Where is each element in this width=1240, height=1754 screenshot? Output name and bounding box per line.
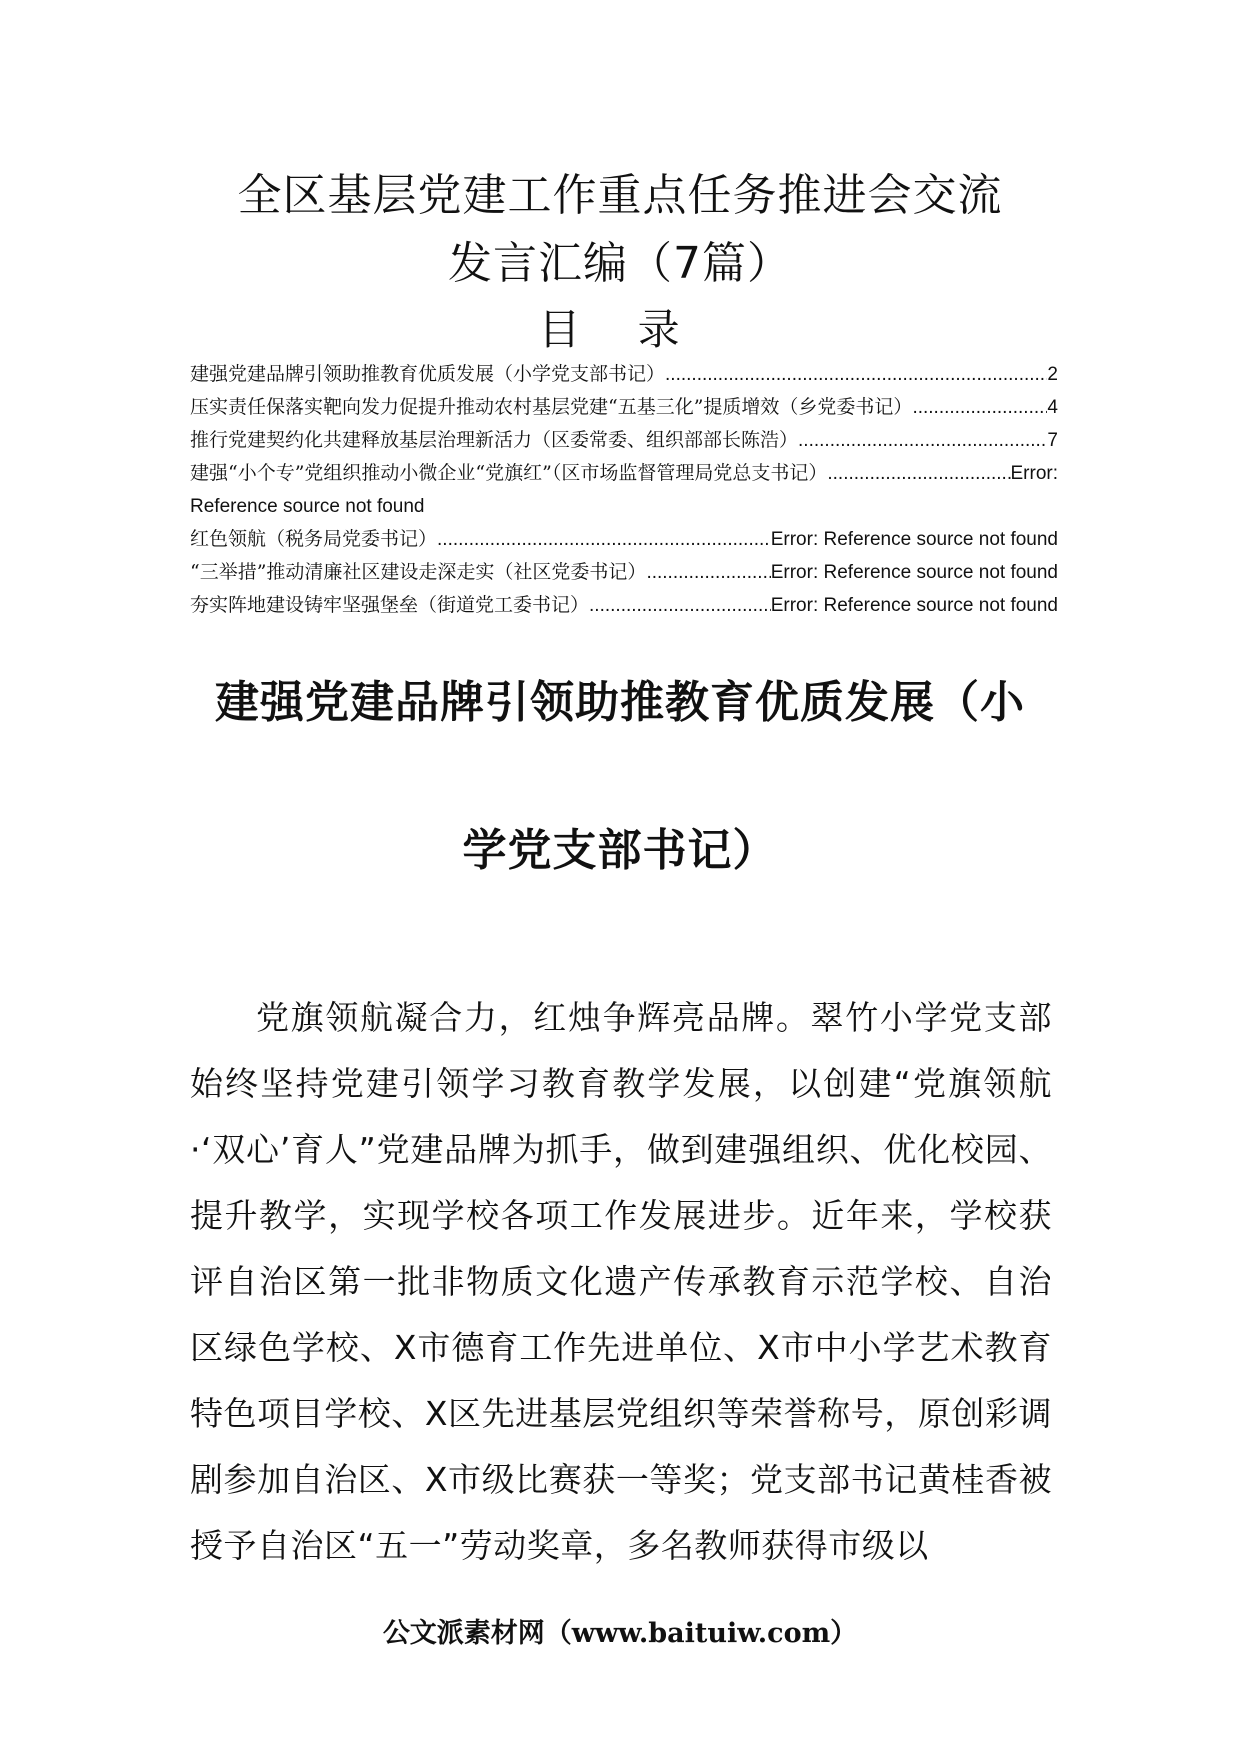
toc-leader-dots xyxy=(798,424,1047,457)
toc-entry-page: Error: Reference source not found xyxy=(770,595,1058,616)
toc-entry-title[interactable]: 建强党建品牌引领助推教育优质发展（小学党支部书记） xyxy=(190,363,666,385)
toc-entry-page-continued: Reference source not found xyxy=(190,496,425,517)
toc-entry-page: 4 xyxy=(1047,397,1058,418)
toc-entry[interactable] xyxy=(190,424,1058,457)
toc-entry-page: Error: Reference source not found xyxy=(770,562,1058,583)
toc-entry-page: 7 xyxy=(1047,430,1058,451)
document-title-line2: 发言汇编（7篇） xyxy=(448,238,792,289)
toc-entry[interactable] xyxy=(190,358,1058,391)
toc-entry-title[interactable]: 压实责任保落实靶向发力促提升推动农村基层党建“五基三化”提质增效（乡党委书记） xyxy=(190,396,913,418)
toc-entry[interactable] xyxy=(190,391,1058,424)
toc-leader-dots xyxy=(827,457,1010,490)
toc-leader-dots xyxy=(912,391,1047,424)
toc-leader-dots xyxy=(437,523,771,556)
toc-entry-title[interactable]: 红色领航（税务局党委书记） xyxy=(190,528,438,550)
article-title-line2: 学党支部书记） xyxy=(462,825,778,876)
toc-entry-title[interactable]: 推行党建契约化共建释放基层治理新活力（区委常委、组织部部长陈浩） xyxy=(190,429,799,451)
toc-leader-dots xyxy=(589,589,771,622)
document-title-line1: 全区基层党建工作重点任务推进会交流 xyxy=(237,170,1003,221)
toc-leader-dots xyxy=(646,556,770,589)
toc-entry[interactable] xyxy=(190,523,1058,556)
toc-entry-page: 2 xyxy=(1047,364,1058,385)
article-title-line1: 建强党建品牌引领助推教育优质发展（小 xyxy=(215,677,1025,728)
toc-entry-title[interactable]: 建强“小个专”党组织推动小微企业“党旗红”（区市场监督管理局党总支书记） xyxy=(190,462,828,484)
toc-heading: 目 录 xyxy=(538,305,702,354)
toc-entry[interactable] xyxy=(190,556,1058,589)
footer-watermark: 公文派素材网（www.baituiw.com） xyxy=(382,1618,858,1649)
toc-entry[interactable] xyxy=(190,589,1058,622)
toc-entry-title[interactable]: “三举措”推动清廉社区建设走深走实（社区党委书记） xyxy=(190,561,647,583)
toc-entry[interactable] xyxy=(190,457,1058,490)
toc-entry-page: Error: Reference source not found xyxy=(770,529,1058,550)
toc-entry-page: Error: xyxy=(1010,463,1058,484)
toc-entry-title[interactable]: 夯实阵地建设铸牢坚强堡垒（街道党工委书记） xyxy=(190,594,590,616)
toc-leader-dots xyxy=(665,358,1047,391)
body-paragraph: 党旗领航凝合力，红烛争辉亮品牌。翠竹小学党支部始终坚持党建引领学习教育教学发展，以创建“党旗领航·‘双心’育人”党建品牌为抓手，做到建强组织、优化校园、提升教学，实现学校各项工作发展进步。近年来，学校获评自治区第一批非物质文化遗产传承教育示范学校、自治区绿色学校、X市德育工作先进单位、X市中小学艺术教育特色项目学校、X区先进基层党组织等荣誉称号，原创彩调剧参加自治区、X市级比赛获一等奖；党支部书记黄桂香被授予自治区“五一”劳动奖章，多名教师获得市级以 xyxy=(190,998,1052,1565)
table-of-contents xyxy=(190,358,1058,622)
